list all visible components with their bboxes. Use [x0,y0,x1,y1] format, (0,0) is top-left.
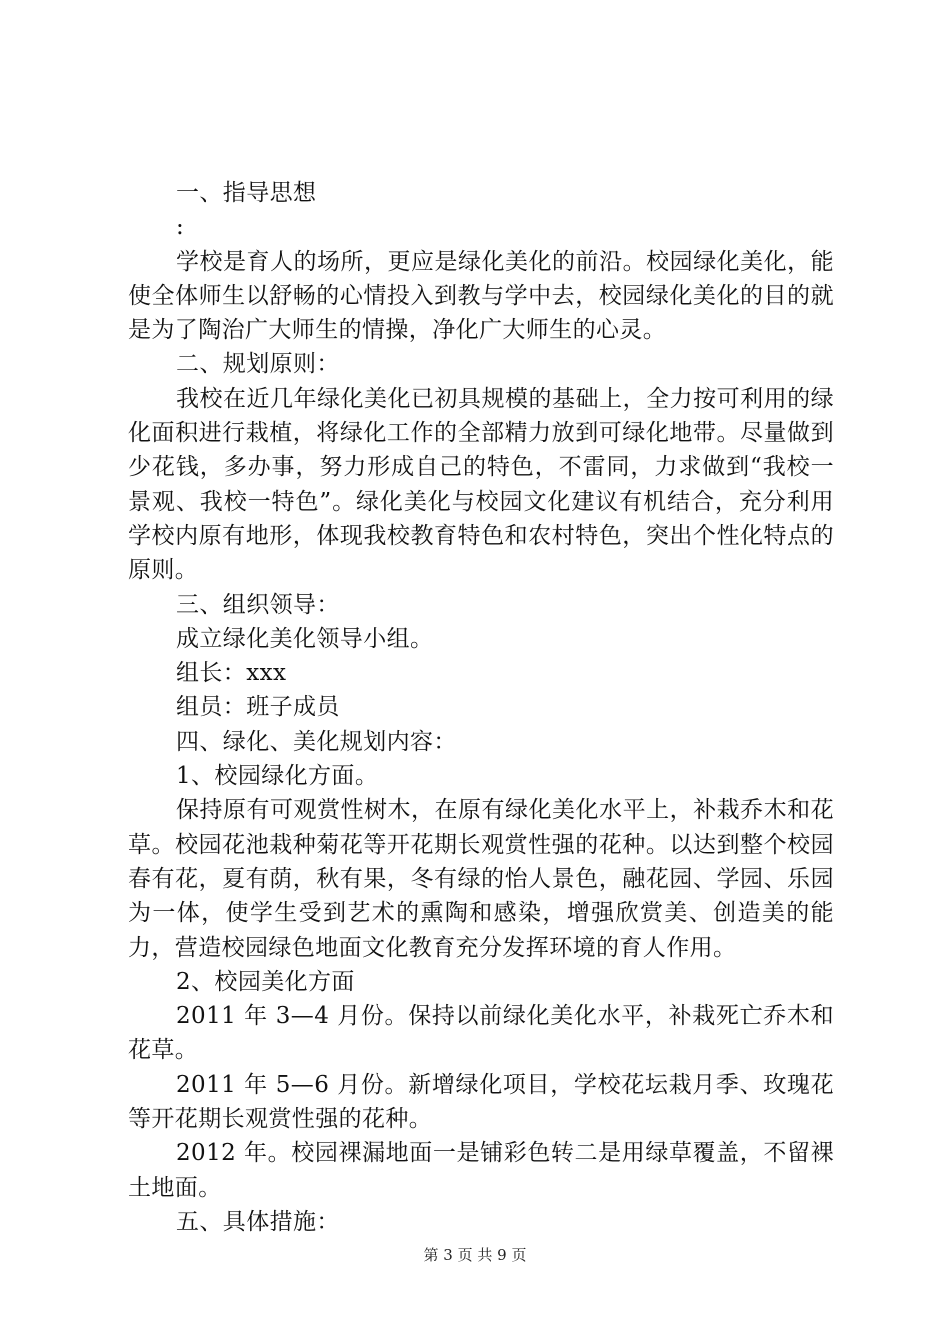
heading-planning-principles: 二、规划原则： [176,351,340,378]
paragraph-2011-march-april: 2011 年 3—4 月份。保持以前绿化美化水平，补栽死亡乔木和花草。 [128,1003,834,1064]
subheading-campus-beautification: 2、校园美化方面 [176,968,355,995]
paragraph-2011-may-june: 2011 年 5—6 月份。新增绿化项目，学校花坛栽月季、玫瑰花等开花期长观赏性强的花种。 [128,1071,834,1133]
heading-specific-measures: 五、具体措施： [176,1208,340,1235]
heading-plan-content: 四、绿化、美化规划内容： [176,728,457,755]
paragraph-leading-group: 成立绿化美化领导小组。 [176,625,434,652]
paragraph-2012: 2012 年。校园裸漏地面一是铺彩色转二是用绿草覆盖，不留裸土地面。 [128,1140,834,1201]
paragraph-group-members: 组员：班子成员 [176,694,340,721]
paragraph-group-leader: 组长：xxx [176,660,287,687]
heading-organization: 三、组织领导： [176,591,340,618]
paragraph-school-greening: 学校是育人的场所，更应是绿化美化的前沿。校园绿化美化，能使全体师生以舒畅的心情投入到教与学中去，校园绿化美化的目的就是为了陶治广大师生的情操，净化广大师生的心灵。 [128,248,834,344]
paragraph-principles: 我校在近几年绿化美化已初具规模的基础上，全力按可利用的绿化面积进行栽植，将绿化工作的全部精力放到可绿化地带。尽量做到少花钱，多办事，努力形成自己的特色，不雷同，力求做到“我校一景观、我校一特色”。绿化美化与校园文化建议有机结合，充分利用学校内原有地形，体现我校教育特色和农村特色，突出个性化特点的原则。 [128,385,834,584]
heading-guiding-thought: 一、指导思想 [176,180,317,206]
colon-line: : [176,214,185,241]
page-number-footer: 第 3 页 共 9 页 [423,1246,527,1264]
paragraph-greening-details: 保持原有可观赏性树木，在原有绿化美化水平上，补栽乔木和花草。校园花池栽种菊花等开花期长观赏性强的花种。以达到整个校园春有花，夏有荫，秋有果，冬有绿的怡人景色，融花园、学园、乐园为一体，使学生受到艺术的熏陶和感染，增强欣赏美、创造美的能力，营造校园绿色地面文化教育充分发挥环境的育人作用。 [128,797,834,961]
document-body [128,176,834,1239]
subheading-campus-greening: 1、校园绿化方面。 [176,763,379,790]
